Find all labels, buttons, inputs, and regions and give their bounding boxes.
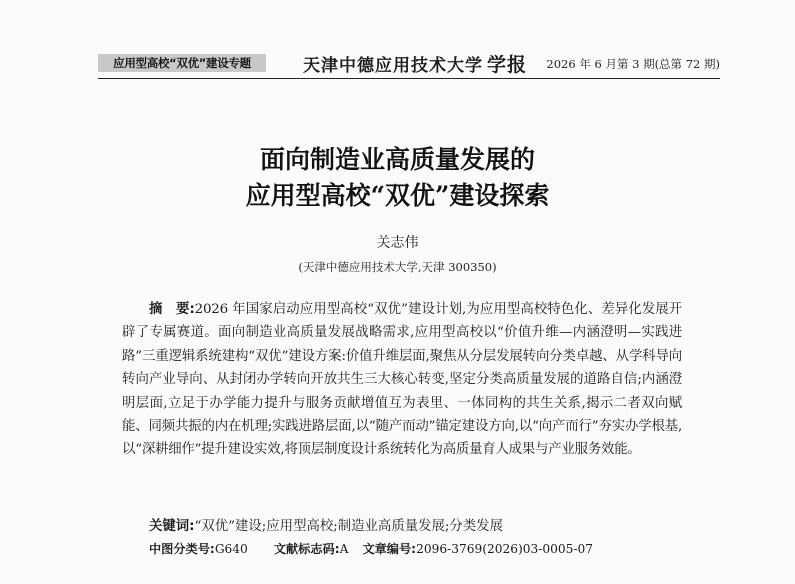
affiliation: (天津中德应用技术大学,天津 300350) bbox=[298, 260, 497, 274]
keywords bbox=[149, 515, 503, 534]
journal-suffix: 学报 bbox=[487, 54, 528, 76]
journal-title bbox=[303, 50, 527, 77]
clc-value: G640 bbox=[214, 542, 248, 556]
classification-meta bbox=[149, 540, 593, 557]
keywords-label: 关键词: bbox=[149, 519, 195, 534]
issue-info: 2026 年 6 月第 3 期(总第 72 期) bbox=[546, 57, 720, 71]
clc-label: 中图分类号: bbox=[149, 542, 215, 556]
paper-title-line2: 应用型高校“双优”建设探索 bbox=[245, 181, 550, 210]
journal-name: 天津中德应用技术大学 bbox=[303, 56, 483, 76]
section-tag: 应用型高校“双优”建设专题 bbox=[98, 54, 266, 72]
keywords-text: “双优”建设;应用型高校;制造业高质量发展;分类发展 bbox=[194, 519, 503, 534]
article-number-label: 文章编号: bbox=[362, 542, 417, 556]
journal-header bbox=[98, 52, 720, 79]
author: 关志伟 bbox=[376, 235, 419, 251]
article-number-value: 2096-3769(2026)03-0005-07 bbox=[416, 542, 594, 556]
paper-title-line1: 面向制造业高质量发展的 bbox=[259, 145, 535, 174]
doc-code-value: A bbox=[339, 542, 349, 556]
abstract bbox=[122, 298, 682, 462]
abstract-text: 2026 年国家启动应用型高校“双优”建设计划,为应用型高校特色化、差异化发展开辟了专属赛道。面向制造业高质量发展战略需求,应用型高校以“价值升维—内涵澄明—实践进路”三重逻辑系统建构“双优”建设方案:价值升维层面,聚焦从分层发展转向分类卓越、从学科导向转向产业导向、从封闭办学转向开放共生三大核心转变,坚定分类高质量发展的道路自信;内涵澄明层面,立足于办学能力提升与服务贡献增值互为表里、一体同构的共生关系,揭示二者双向赋能、同频共振的内在机理;实践进路层面,以“随产而动”锚定建设方向,以“向产而行”夯实办学根基,以“深耕细作”提升建设实效,将顶层制度设计系统转化为高质量育人成果与产业服务效能。 bbox=[122, 302, 682, 458]
abstract-label: 摘 要: bbox=[149, 302, 195, 317]
doc-code-label: 文献标志码: bbox=[273, 542, 340, 556]
